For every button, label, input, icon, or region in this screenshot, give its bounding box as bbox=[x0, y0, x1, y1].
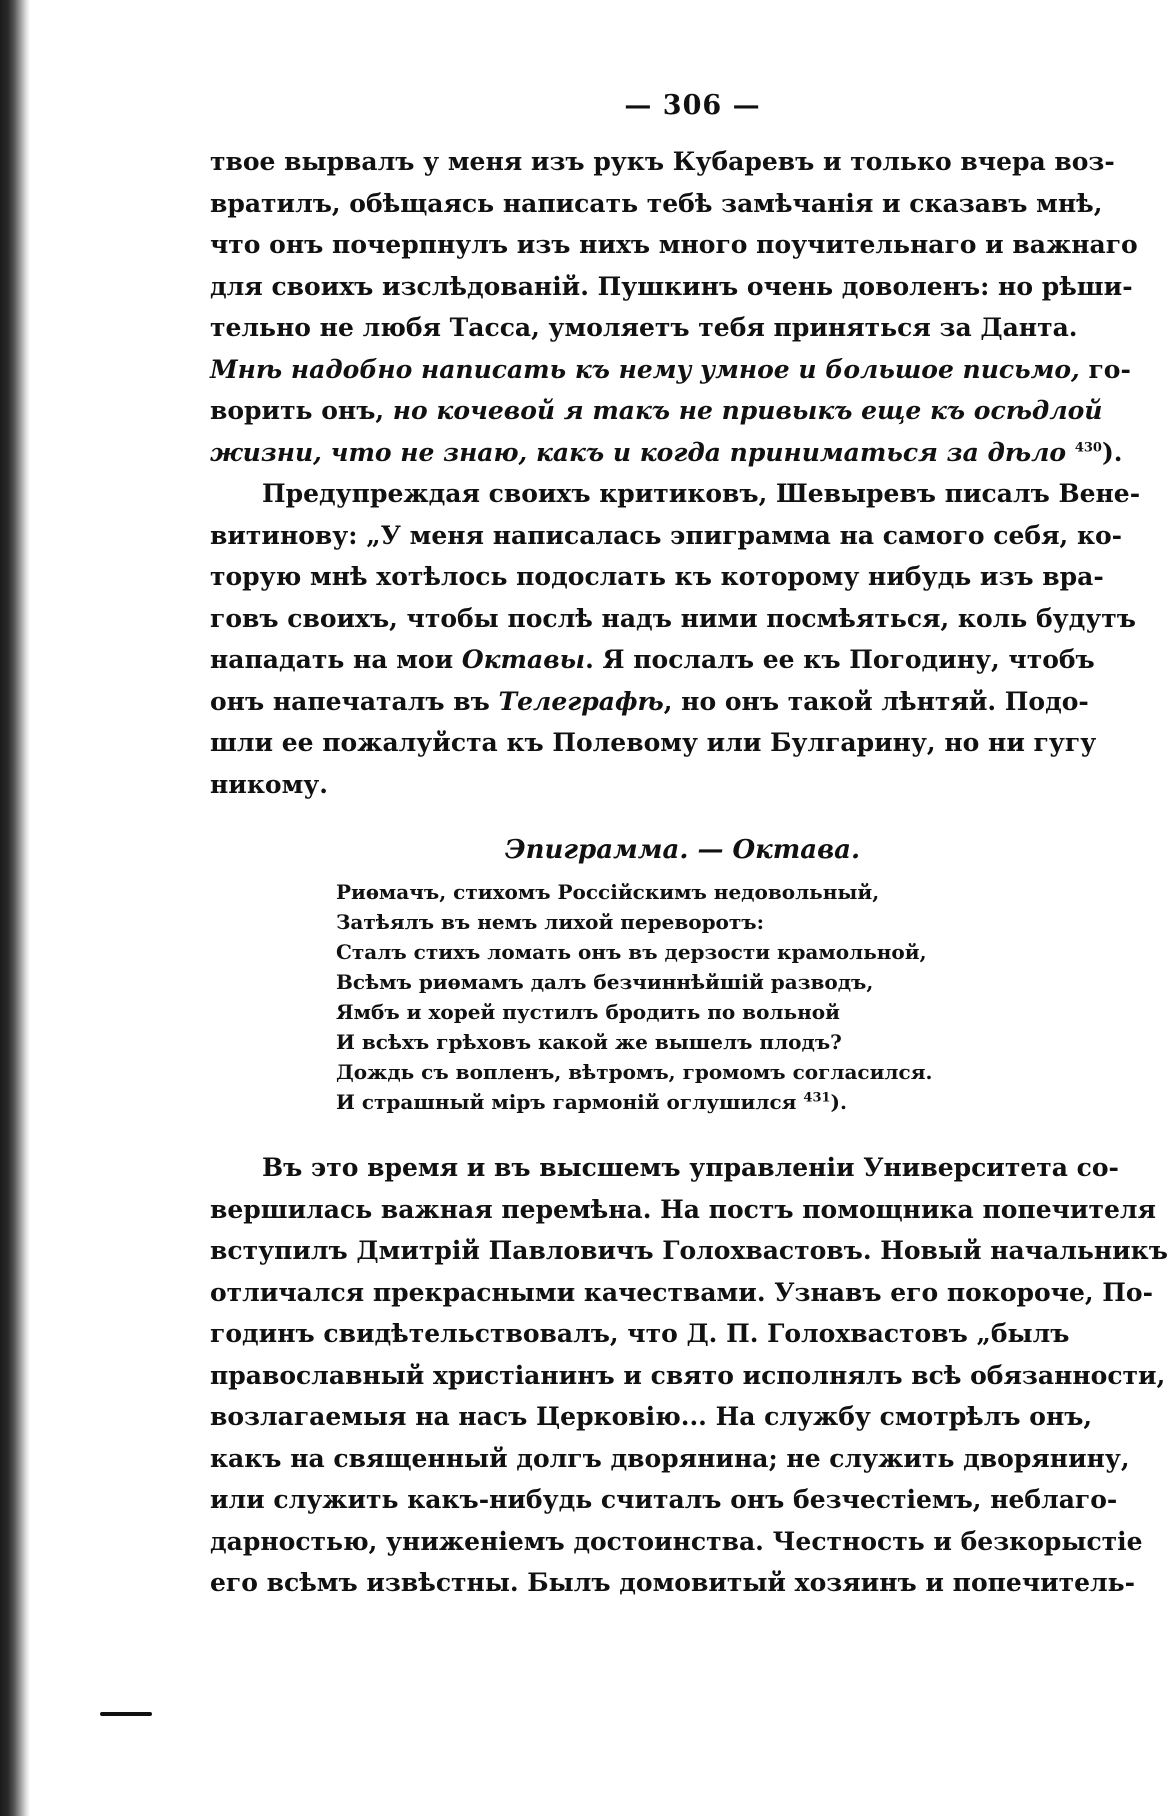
book-binding-edge bbox=[0, 0, 30, 1816]
italic-title: Телеграфѣ bbox=[498, 686, 664, 716]
poem-verse: Ямбъ и хорей пустилъ бродить по вольной bbox=[336, 1000, 840, 1024]
text-line: никому. bbox=[210, 769, 328, 799]
poem-verse: Дождь съ вопленъ, вѣтромъ, громомъ согласился. bbox=[336, 1060, 933, 1084]
text-line: для своихъ изслѣдованій. Пушкинъ очень доволенъ: но рѣши- bbox=[210, 271, 1133, 301]
paragraph-2 bbox=[210, 473, 1141, 805]
text-line: или служить какъ-нибудь считалъ онъ безчестіемъ, неблаго- bbox=[210, 1485, 1118, 1514]
text-line: Предупреждая своихъ критиковъ, Шевыревъ писалъ Вене- bbox=[262, 479, 1141, 508]
text-line: Въ это время и въ высшемъ управленіи Университета со- bbox=[262, 1153, 1119, 1182]
text-fragment: го- bbox=[1079, 354, 1131, 384]
italic-title: Октавы bbox=[461, 645, 586, 674]
text-line: вступилъ Дмитрій Павловичъ Голохвастовъ. Новый начальникъ bbox=[210, 1236, 1168, 1265]
text-line bbox=[210, 432, 1123, 474]
text-line: говъ своихъ, чтобы послѣ надъ ними посмѣяться, коль будутъ bbox=[210, 603, 1136, 633]
footnote-ref: 431 bbox=[803, 1090, 831, 1106]
text-line: шли ее пожалуйста къ Полевому или Булгарину, но ни гугу bbox=[210, 728, 1097, 757]
poem-verse: Риѳмачъ, стихомъ Россійскимъ недовольный, bbox=[336, 880, 880, 904]
text-line: что онъ почерпнулъ изъ нихъ много поучительнаго и важнаго bbox=[210, 230, 1138, 259]
text-line: годинъ свидѣтельствовалъ, что Д. П. Голохвастовъ „былъ bbox=[210, 1319, 1070, 1348]
poem-title: Эпиграмма. — Октава. bbox=[504, 835, 861, 865]
italic-quote: Мнѣ надобно написать къ нему умное и большое письмо, bbox=[210, 354, 1080, 384]
text-fragment: ). bbox=[1101, 437, 1123, 467]
text-line: вратилъ, обѣщаясь написать тебѣ замѣчанія и сказавъ мнѣ, bbox=[210, 188, 1103, 218]
text-line: дарностью, униженіемъ достоинства. Честность и безкорыстіе bbox=[210, 1526, 1143, 1556]
text-fragment: И страшный міръ гармоній оглушился bbox=[336, 1090, 804, 1114]
margin-dash-mark bbox=[100, 1712, 152, 1716]
text-line: возлагаемыя на насъ Церковію... На службу смотрѣлъ онъ, bbox=[210, 1402, 1093, 1431]
poem-verse: Сталъ стихъ ломать онъ въ дерзости крамольной, bbox=[336, 940, 927, 964]
text-line: витинову: „У меня написалась эпиграмма на самого себя, ко- bbox=[210, 520, 1123, 550]
text-line bbox=[210, 390, 1103, 432]
text-line: какъ на священный долгъ дворянина; не служить дворянину, bbox=[210, 1443, 1130, 1473]
text-line: вершилась важная перемѣна. На постъ помощника попечителя bbox=[210, 1194, 1156, 1224]
poem-verse: И всѣхъ грѣховъ какой же вышелъ плодъ? bbox=[336, 1030, 842, 1054]
text-line: православный христіанинъ и свято исполнялъ всѣ обязанности, bbox=[210, 1360, 1166, 1390]
text-line bbox=[210, 349, 1131, 391]
text-fragment: нападать на мои bbox=[210, 645, 462, 674]
paragraph-3 bbox=[210, 1147, 1168, 1604]
text-fragment: онъ напечаталъ въ bbox=[210, 686, 499, 716]
poem bbox=[336, 877, 1065, 1117]
text-line: торую мнѣ хотѣлось подослать къ которому нибудь изъ вра- bbox=[210, 562, 1104, 591]
poem-verse: Всѣмъ риѳмамъ далъ безчиннѣйшій разводъ, bbox=[336, 970, 874, 994]
text-line: отличался прекрасными качествами. Узнавъ его покороче, По- bbox=[210, 1277, 1153, 1307]
text-fragment: ). bbox=[830, 1090, 847, 1114]
text-line: твое вырвалъ у меня изъ рукъ Кубаревъ и только вчера воз- bbox=[210, 147, 1115, 176]
page-number: — 306 — bbox=[624, 90, 761, 121]
book-page bbox=[210, 90, 1168, 1604]
text-fragment: . Я послалъ ее къ Погодину, чтобъ bbox=[585, 645, 1095, 674]
footnote-ref: 430 bbox=[1074, 440, 1102, 456]
text-fragment: ворить онъ, bbox=[210, 396, 393, 425]
paragraph-1 bbox=[210, 141, 1138, 473]
text-line: его всѣмъ извѣстны. Былъ домовитый хозяинъ и попечитель- bbox=[210, 1568, 1136, 1597]
text-line: тельно не любя Тасса, умоляетъ тебя приняться за Данта. bbox=[210, 313, 1078, 342]
italic-quote: но кочевой я такъ не привыкъ еще къ осѣдлой bbox=[392, 396, 1103, 425]
text-line bbox=[210, 681, 1089, 723]
poem-verse: Затѣялъ въ немъ лихой переворотъ: bbox=[336, 910, 765, 934]
text-line bbox=[210, 639, 1095, 681]
text-fragment: , но онъ такой лѣнтяй. Подо- bbox=[663, 686, 1089, 716]
poem-verse bbox=[336, 1087, 1065, 1117]
italic-quote: жизни, что не знаю, какъ и когда приниматься за дѣло bbox=[210, 437, 1067, 467]
